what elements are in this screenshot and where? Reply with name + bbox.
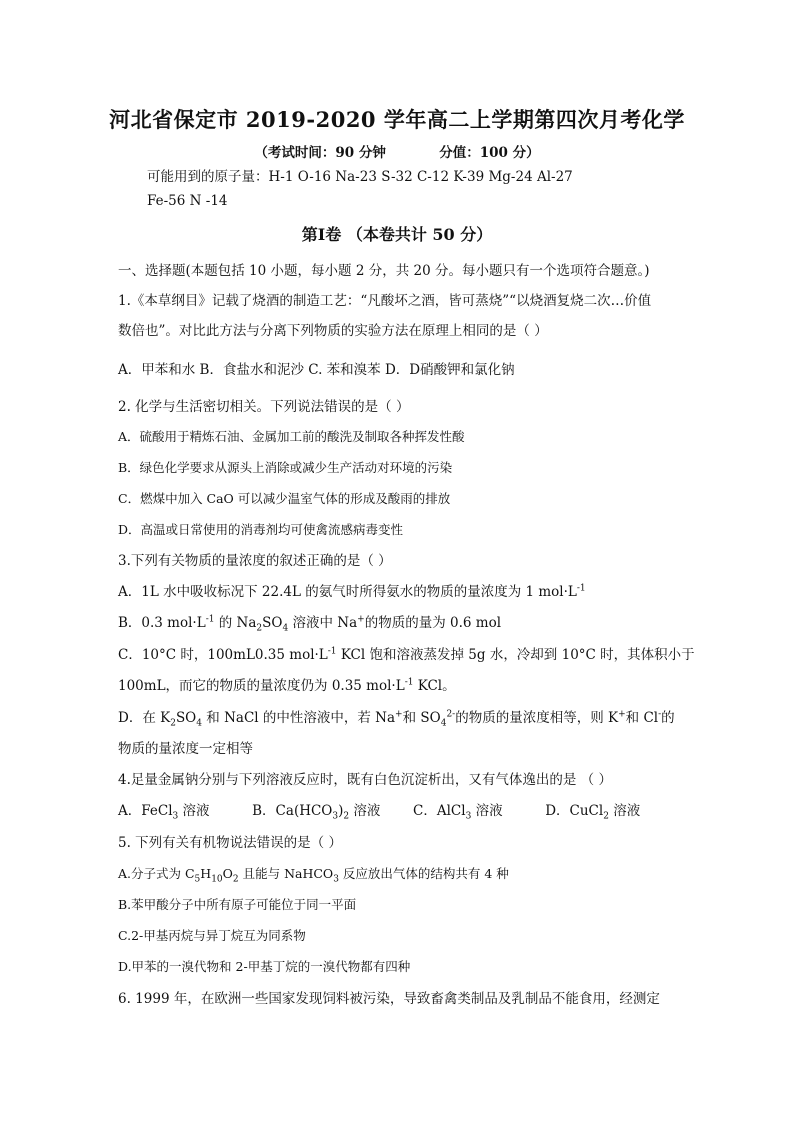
q3-option-b: B．0.3 $mol\cdot L^{-1}$ 的 $Na_2SO_4$ 溶液中 Na+的物质的量为 0.6 mol xyxy=(118,614,502,634)
q4-option-c: C．AlCl$_3$ 溶液 xyxy=(413,803,503,822)
q6-stem: 6. 1999 年，在欧洲一些国家发现饲料被污染，导致畜禽类制品及乳制品不能食用，经测定 xyxy=(118,991,660,1007)
q2-stem: 2. 化学与生活密切相关。下列说法错误的是（ ） xyxy=(118,399,410,415)
part1-intro: 一、选择题(本题包括 10 小题，每小题 2 分，共 20 分。每小题只有一个选项符合题意。) xyxy=(118,263,650,279)
q4-options xyxy=(118,801,640,821)
q5-option-d: D.甲苯的一溴代物和 2-甲基丁烷的一溴代物都有四种 xyxy=(118,959,411,974)
exam-time: （考试时间：90 分钟 xyxy=(254,145,386,161)
q2-option-d: D．高温或日常使用的消毒剂均可使禽流感病毒变性 xyxy=(118,522,404,537)
q3-option-c-line-1: C．10°C 时，100mL0.35 $mol\cdot L^{-1}$ KCl 饱和溶液蒸发掉 5g 水，冷却到 10°C 时，其体积小于 xyxy=(118,646,695,663)
q4-option-a: A．FeCl$_3$ 溶液 xyxy=(118,803,210,822)
atomic-mass-line-1: 可能用到的原子量：H-1 O-16 Na-23 S-32 C-12 K-39 Mg-24 Al-27 xyxy=(147,169,573,185)
exam-info xyxy=(0,141,794,161)
section-title: 第Ⅰ卷 （本卷共计 50 分） xyxy=(301,225,493,244)
q3-option-c-line-2: 100mL，而它的物质的量浓度仍为 0.35 $mol\cdot L^{-1}$ KCl。 xyxy=(118,677,456,694)
q1-stem-line-2: 数倍也”。对比此方法与分离下列物质的实验方法在原理上相同的是（ ） xyxy=(118,323,548,339)
exam-title: 河北省保定市 2019-2020 学年高二上学期第四次月考化学 xyxy=(109,107,685,132)
q3-option-d-line-2: 物质的量浓度一定相等 xyxy=(118,741,253,757)
q1-options: A．甲苯和水 B．食盐水和泥沙 C. 苯和溴苯 D．D硝酸钾和氯化钠 xyxy=(118,362,515,378)
q4-stem: 4.足量金属钠分别与下列溶液反应时，既有白色沉淀析出，又有气体逸出的是 （ ） xyxy=(118,772,612,788)
q5-stem: 5. 下列有关有机物说法错误的是（ ） xyxy=(118,835,342,851)
q3-option-d-line-1: D．在 $K_2SO_4$ 和 NaCl 的中性溶液中，若 Na+和 $SO_4^{2-}$的物质的量浓度相等，则 K+和 Cl-的 xyxy=(118,709,675,729)
exam-score: 分值：100 分） xyxy=(439,145,540,161)
q1-stem-line-1: 1.《本草纲目》记载了烧酒的制造工艺：“凡酸坏之酒，皆可蒸烧”“以烧酒复烧二次…价值 xyxy=(118,293,652,309)
q4-option-d: D．CuCl$_2$ 溶液 xyxy=(545,803,641,822)
atomic-mass-line-2: Fe-56 N -14 xyxy=(147,193,228,209)
q2-option-b: B．绿色化学要求从源头上消除或减少生产活动对环境的污染 xyxy=(118,460,453,475)
q4-option-b: B．$Ca(HCO_3)_2$ 溶液 xyxy=(252,803,381,822)
q2-option-a: A．硫酸用于精炼石油、金属加工前的酸洗及制取各种挥发性酸 xyxy=(118,429,465,444)
q2-option-c: C．燃煤中加入 CaO 可以减少温室气体的形成及酸雨的排放 xyxy=(118,491,451,506)
q5-option-b: B.苯甲酸分子中所有原子可能位于同一平面 xyxy=(118,897,357,912)
q3-option-a: A．1L 水中吸收标况下 22.4L 的氨气时所得氨水的物质的量浓度为 1 $mol\cdot L^{-1}$ xyxy=(118,583,586,600)
q5-option-c: C.2-甲基丙烷与异丁烷互为同系物 xyxy=(118,928,306,943)
q5-option-a: A.分子式为 $C_5H_{10}O_2$ 且能与 NaHCO$_3$ 反应放出气体的结构共有 4 种 xyxy=(118,866,509,885)
q3-stem: 3.下列有关物质的量浓度的叙述正确的是（ ） xyxy=(118,553,392,569)
